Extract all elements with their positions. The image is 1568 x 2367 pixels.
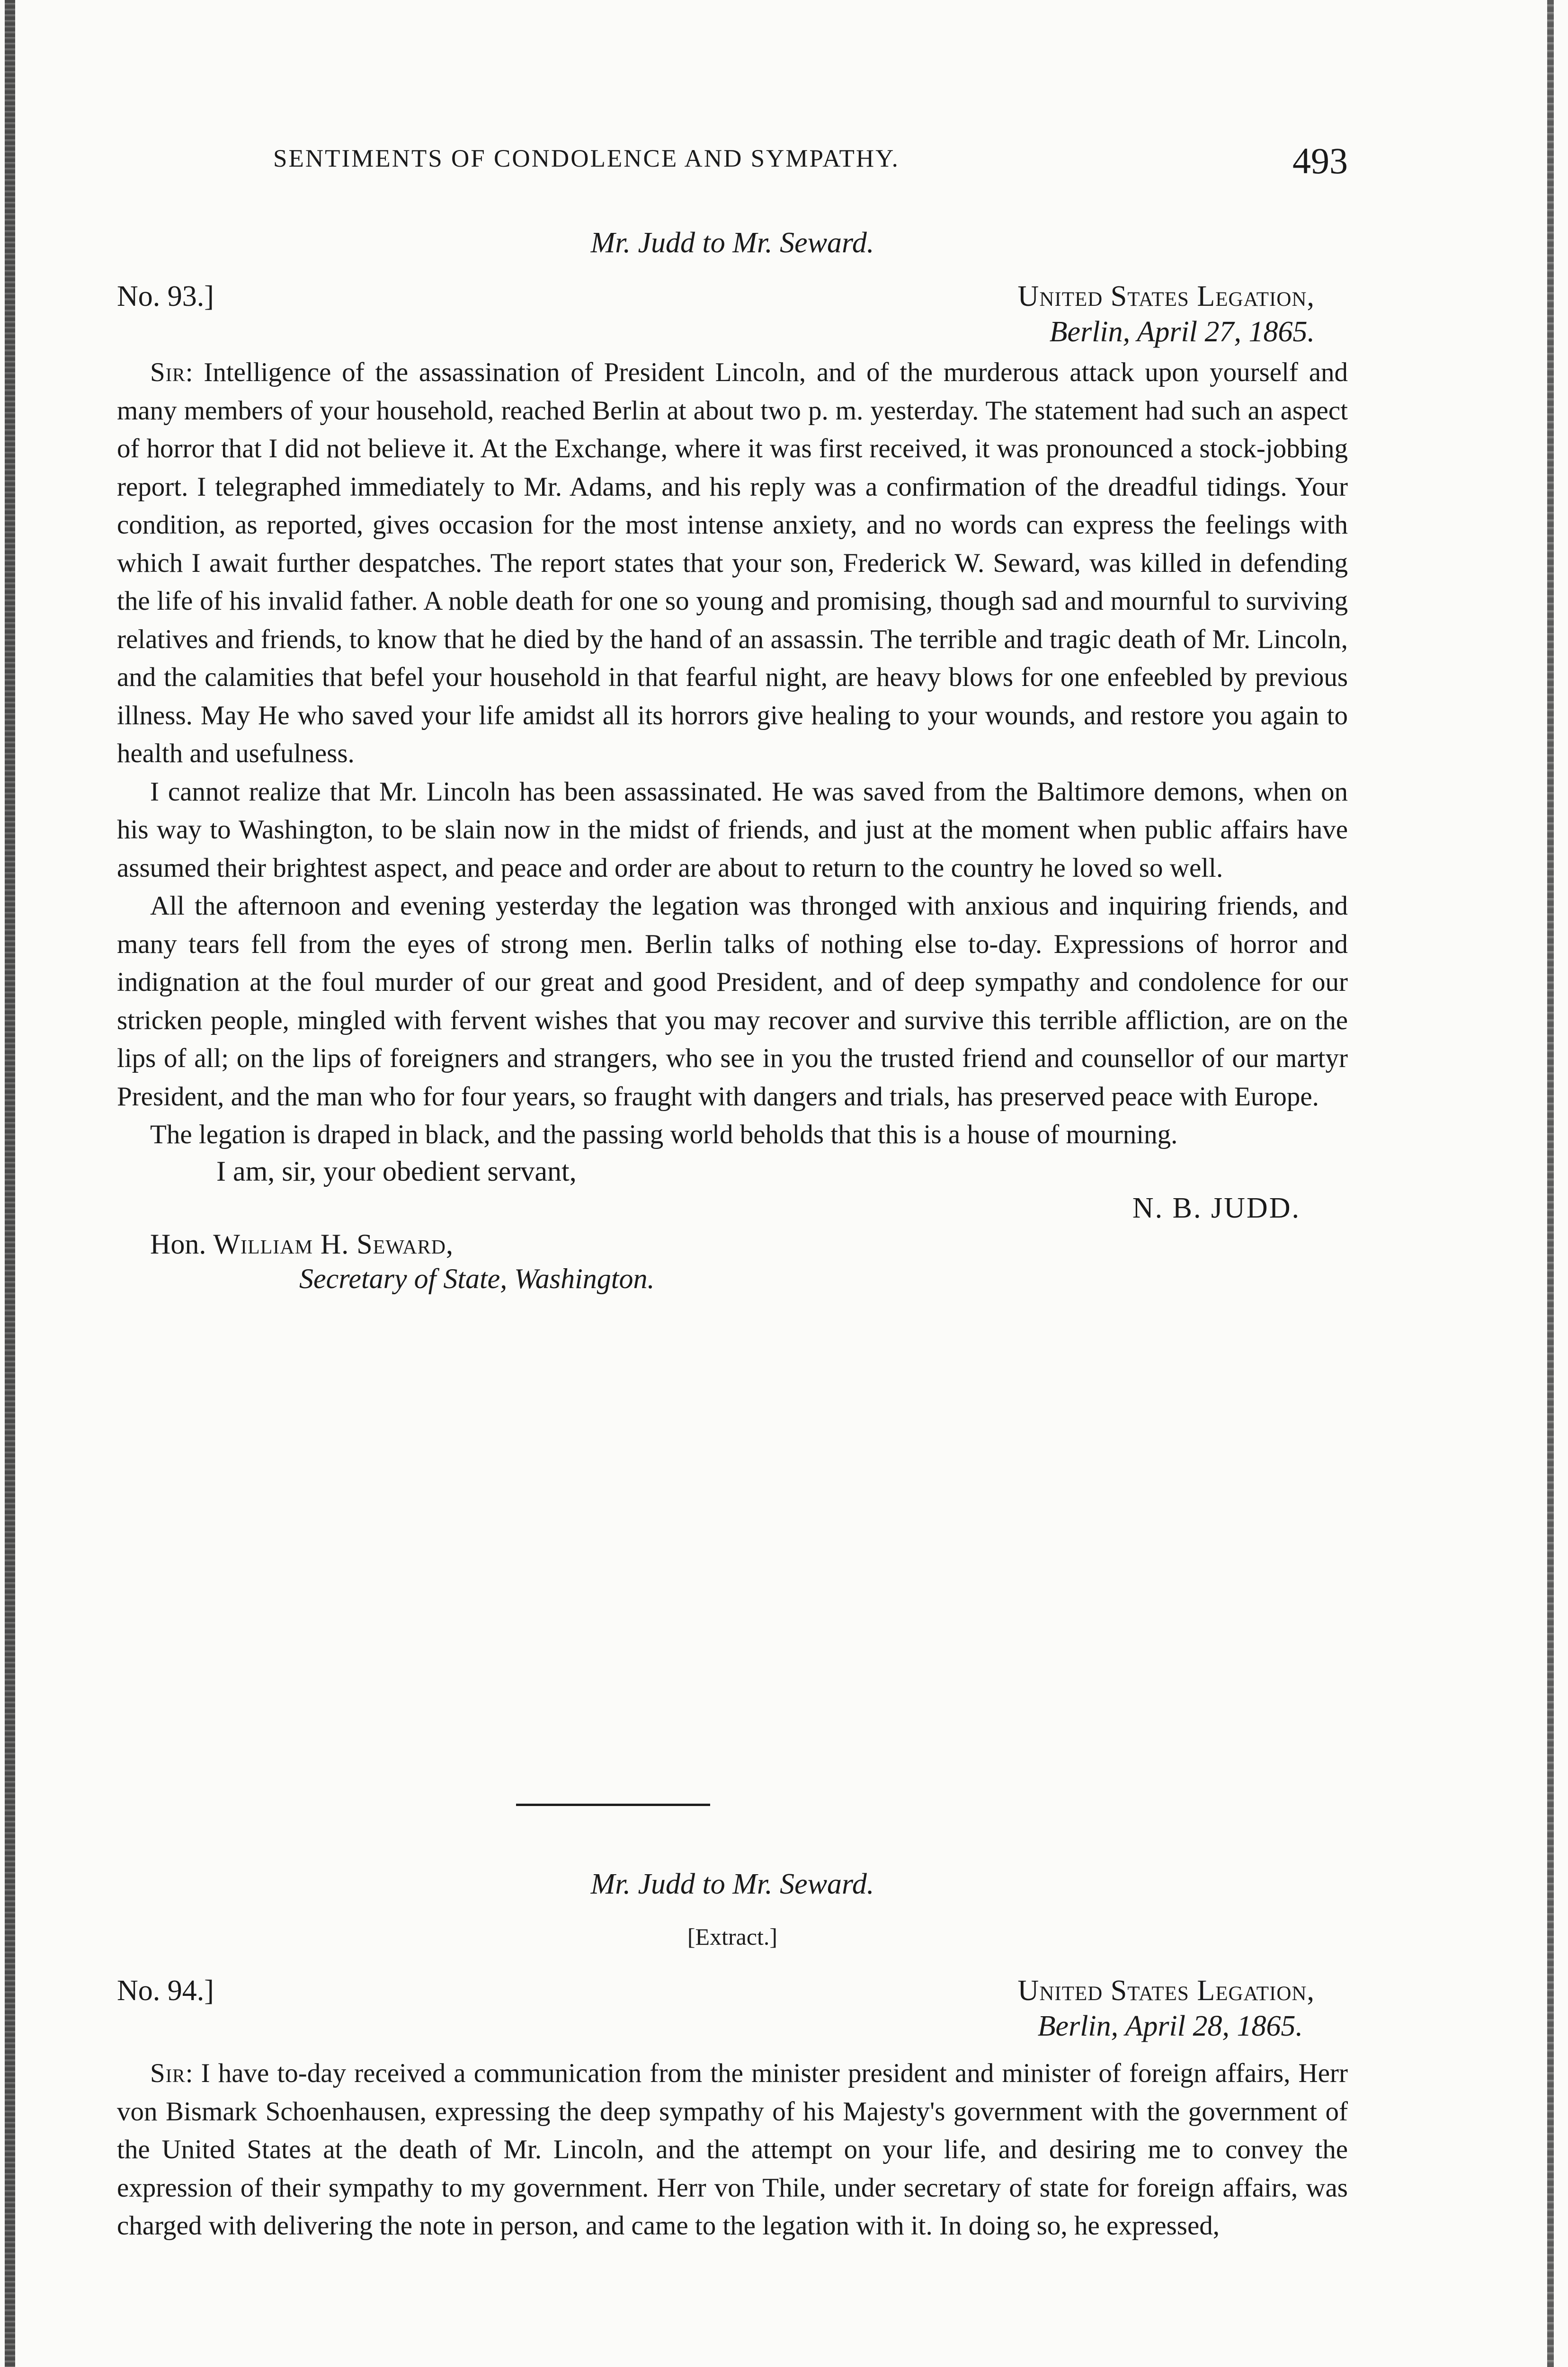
paragraph-text: : I have to-day received a communication from the minister president and minister of foreign affairs, Herr von Bismark Schoenhausen, expressing the deep sympathy of his Majesty's government with the government of the United States at the death of Mr. Lincoln, and the attempt on your life, and desiring me to convey the expression of their sympathy to my government. Herr von Thile, under secretary of state for foreign affairs, was charged with delivering the note in person, and came to the legation with it. In doing so, he expressed, [117, 2058, 1348, 2241]
body-paragraph: I cannot realize that Mr. Lincoln has been assassinated. He was saved from the Baltimore demons, when on his way to Washington, to be slain now in the midst of friends, and just at the moment when public affairs have assumed their brightest aspect, and peace and order are about to return to the country he loved so well. [117, 776, 1348, 883]
body-paragraph [117, 2055, 1348, 2245]
place-date: Berlin, April 27, 1865. [1049, 316, 1315, 348]
letter-heading: Mr. Judd to Mr. Seward. [590, 1868, 874, 1900]
letter-number-line [117, 1974, 1348, 2008]
addressee-title: Secretary of State, Washington. [299, 1263, 655, 1294]
section-divider [516, 1804, 710, 1806]
letter-94 [117, 1868, 1348, 2245]
body-paragraph: The legation is draped in black, and the passing world beholds that this is a house of mourning. [150, 1120, 1178, 1149]
addressee-prefix: Hon. [150, 1228, 206, 1260]
signature: N. B. JUDD. [1132, 1192, 1301, 1224]
closing-line: I am, sir, your obedient servant, [216, 1155, 577, 1187]
salutation: Sir [150, 2058, 186, 2088]
legation-name: United States Legation, [1017, 280, 1315, 312]
extract-label: [Extract.] [687, 1923, 778, 1950]
letter-number: No. 93.] [117, 280, 214, 312]
page-number: 493 [1292, 140, 1348, 181]
letter-number-line [117, 280, 1348, 313]
page-header [117, 140, 1348, 182]
letter-93 [117, 226, 1348, 1295]
addressee-name: William H. Seward, [213, 1228, 454, 1260]
page-edge-right [1547, 0, 1554, 2367]
paragraph-text: : Intelligence of the assassination of President Lincoln, and of the murderous attack upon yourself and many members of your household, reached Berlin at about two p. m. yesterday. The statement had such an aspect of horror that I did not believe it. At the Exchange, where it was first received, it was pronounced a stock-jobbing report. I telegraphed immediately to Mr. Adams, and his reply was a confirmation of the dreadful tidings. Your condition, as reported, gives occasion for the most intense anxiety, and no words can express the feelings with which I await further despatches. The report states that your son, Frederick W. Seward, was killed in defending the life of his invalid father. A noble death for one so young and promising, though sad and mournful to surviving relatives and friends, to know that he died by the hand of an assassin. The terrible and tragic death of Mr. Lincoln, and the calamities that befel your household in that fearful night, are heavy blows for one enfeebled by previous illness. May He who saved your life amidst all its horrors give healing to your wounds, and restore you again to health and usefulness. [117, 357, 1348, 768]
body-paragraph [117, 354, 1348, 773]
addressee-line [150, 1228, 1348, 1261]
place-date: Berlin, April 28, 1865. [1037, 2010, 1303, 2042]
salutation: Sir [150, 357, 186, 387]
letter-body [117, 354, 1348, 1154]
page-edge-left [5, 0, 15, 2367]
letter-number: No. 94.] [117, 1975, 214, 2007]
body-paragraph: All the afternoon and evening yesterday the legation was thronged with anxious and inquiring friends, and many tears fell from the eyes of strong men. Berlin talks of nothing else to-day. Expressions of horror and indignation at the foul murder of our great and good President, and of deep sympathy and condolence for our stricken people, mingled with fervent wishes that you may recover and survive this terrible affliction, are on the lips of all; on the lips of foreigners and strangers, who see in you the trusted friend and counsellor of our martyr President, and the man who for four years, so fraught with dangers and trials, has preserved peace with Europe. [117, 891, 1348, 1112]
letter-heading: Mr. Judd to Mr. Seward. [590, 227, 874, 259]
legation-name: United States Legation, [1017, 1975, 1315, 2007]
running-title: SENTIMENTS OF CONDOLENCE AND SYMPATHY. [273, 145, 900, 172]
